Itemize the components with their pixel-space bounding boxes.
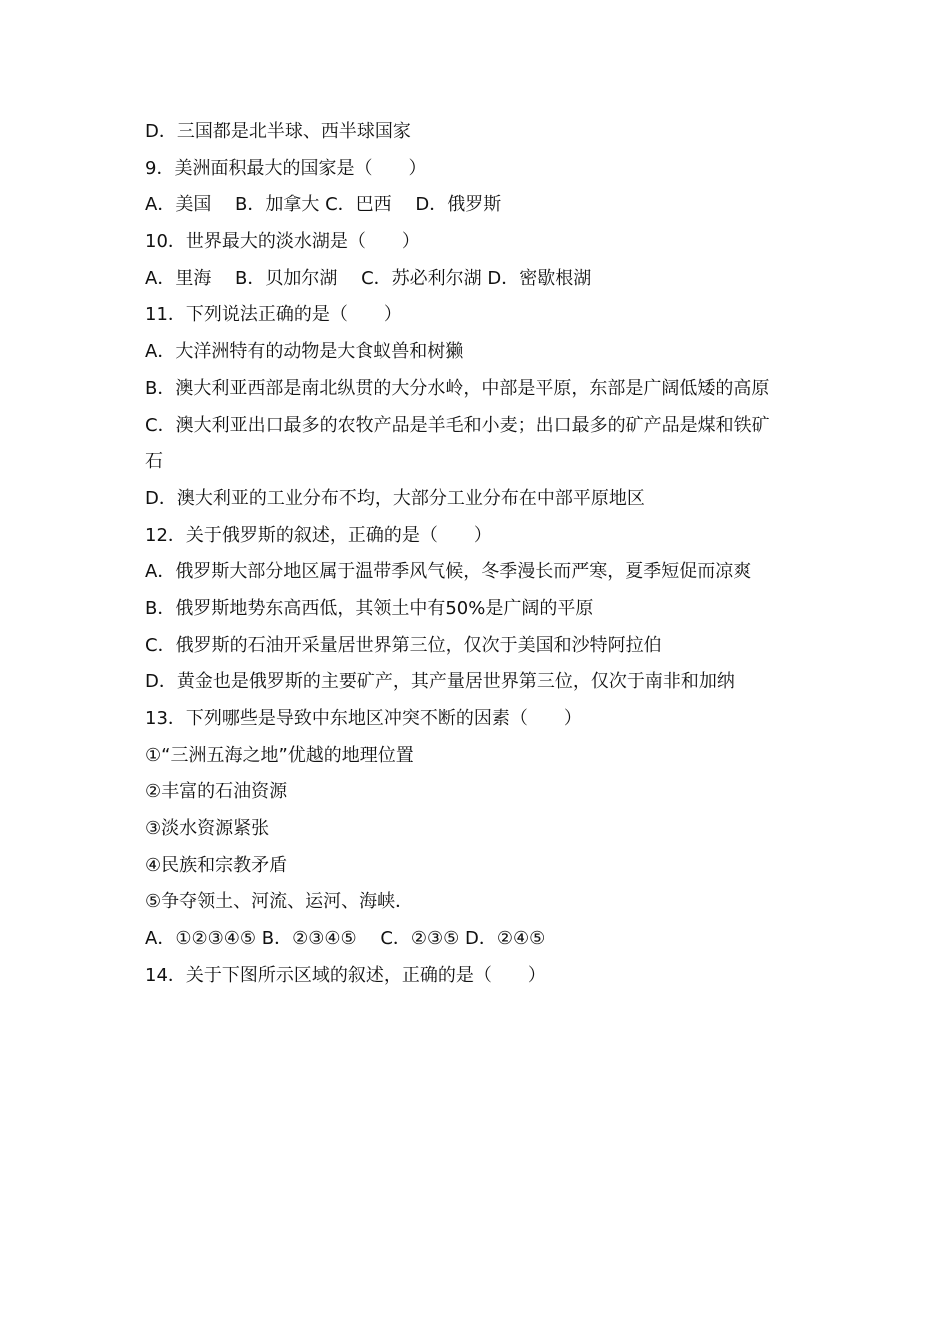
q12-stem: 12．关于俄罗斯的叙述，正确的是（ ）	[145, 524, 492, 546]
q10-stem: 10．世界最大的淡水湖是（ ）	[145, 231, 420, 253]
q12-option-c: C．俄罗斯的石油开采量居世界第三位，仅次于美国和沙特阿拉伯	[145, 634, 662, 656]
q11-stem: 11．下列说法正确的是（ ）	[145, 304, 402, 326]
q13-options: A．①②③④⑤ B．②③④⑤ C．②③⑤ D．②④⑤	[145, 928, 546, 950]
q13-item-4: ④民族和宗教矛盾	[145, 854, 288, 876]
q13-item-3: ③淡水资源紧张	[145, 818, 270, 840]
q9-options: A．美国 B．加拿大 C．巴西 D．俄罗斯	[145, 194, 502, 216]
q12-option-d: D．黄金也是俄罗斯的主要矿产，其产量居世界第三位，仅次于南非和加纳	[145, 671, 735, 693]
q11-option-b: B．澳大利亚西部是南北纵贯的大分水岭，中部是平原，东部是广阔低矮的高原	[145, 377, 770, 399]
q13-item-1: ①“三洲五海之地”优越的地理位置	[145, 744, 414, 766]
q13-item-5: ⑤争夺领土、河流、运河、海峡．	[145, 891, 414, 913]
q13-stem: 13．下列哪些是导致中东地区冲突不断的因素（ ）	[145, 708, 582, 729]
q14-stem: 14．关于下图所示区域的叙述，正确的是（ ）	[145, 964, 546, 986]
q11-option-c: C．澳大利亚出口最多的农牧产品是羊毛和小麦；出口最多的矿产品是煤和铁矿	[145, 414, 770, 436]
q13-item-2: ②丰富的石油资源	[145, 781, 288, 803]
q10-options: A．里海 B．贝加尔湖 C．苏必利尔湖 D．密歇根湖	[145, 267, 592, 289]
q11-option-a: A．大洋洲特有的动物是大食蚁兽和树獭	[145, 341, 464, 363]
q11-option-c-continued: 石	[145, 451, 163, 473]
q11-option-d: D．澳大利亚的工业分布不均，大部分工业分布在中部平原地区	[145, 487, 645, 509]
q12-option-a: A．俄罗斯大部分地区属于温带季风气候，冬季漫长而严寒，夏季短促而凉爽	[145, 561, 752, 583]
q8-option-d: D．三国都是北半球、西半球国家	[145, 121, 411, 142]
question-text-block	[145, 114, 825, 995]
q9-stem: 9．美洲面积最大的国家是（ ）	[145, 157, 427, 179]
q12-option-b: B．俄罗斯地势东高西低，其领土中有50%是广阔的平原	[145, 597, 594, 619]
